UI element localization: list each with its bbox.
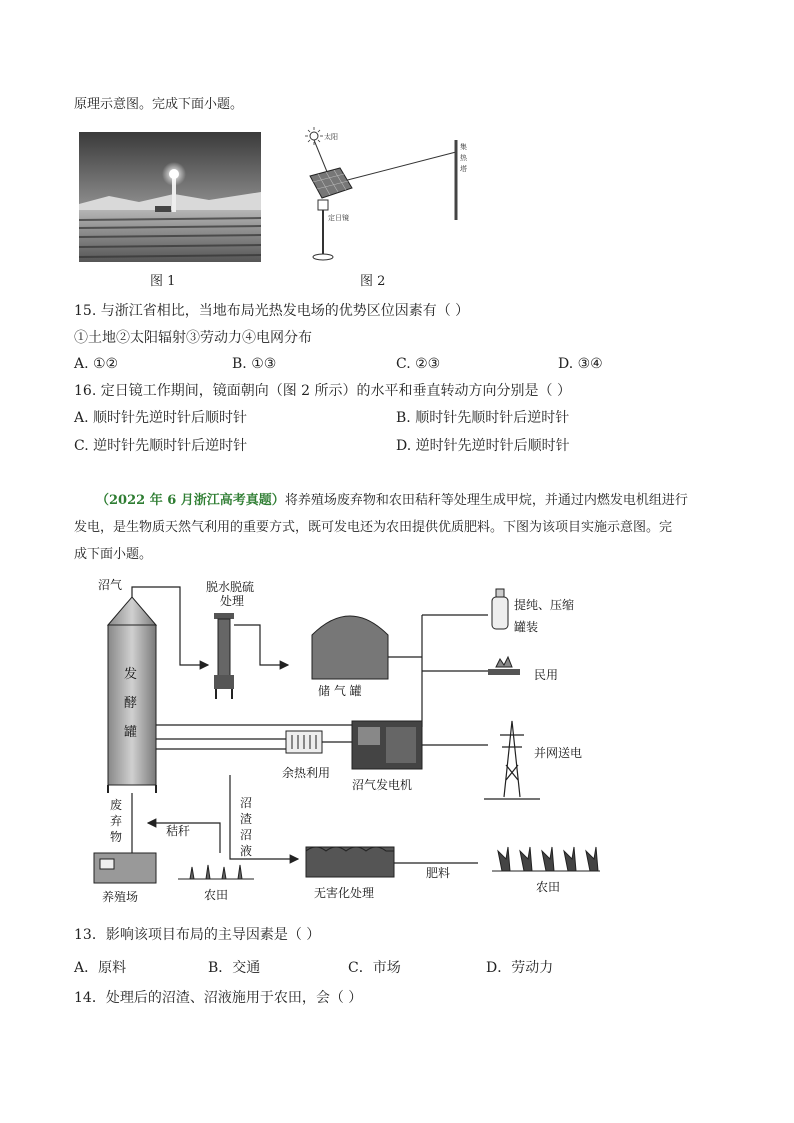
waste-label-1: 废 [110, 798, 123, 812]
fermenter-label-2: 酵 [124, 696, 138, 711]
desulfur-label-1: 脱水脱硫 [206, 580, 255, 594]
q15-option-a: A. ①② [74, 356, 119, 372]
residue-label-1: 沼 [240, 796, 253, 810]
biogas-label: 沼气 [98, 578, 123, 592]
storage-tank [312, 616, 388, 679]
purify-label-2: 罐装 [514, 620, 539, 634]
generator-label: 沼气发电机 [352, 778, 413, 792]
farm-building-icon [94, 853, 156, 883]
q16-option-d: D. 逆时针先逆时针后顺时针 [396, 438, 570, 454]
desulfur-unit [214, 613, 234, 699]
field-1-label: 农田 [204, 888, 229, 902]
q15-factors: ①土地②太阳辐射③劳动力④电网分布 [74, 330, 312, 346]
q15-option-b: B. ①③ [232, 356, 277, 372]
fermenter-tank [108, 597, 156, 793]
q13-stem: 13．影响该项目布局的主导因素是（ ） [74, 927, 321, 943]
q13-option-b: B．交通 [208, 960, 261, 976]
passage-line-2: 发电，是生物质天然气利用的重要方式，既可发电还为农田提供优质肥料。下图为该项目实施示意图。完 [74, 520, 673, 535]
harmless-label: 无害化处理 [314, 886, 375, 900]
q15-option-c: C. ②③ [396, 356, 441, 372]
field-2-label: 农田 [536, 880, 561, 894]
q14-stem: 14．处理后的沼渣、沼液施用于农田，会（ ） [74, 990, 363, 1006]
fermenter-label-1: 发 [124, 667, 138, 682]
passage-line-1-text: 将养殖场废弃物和农田秸秆等处理生成甲烷，并通过内燃发电机组进行 [284, 493, 688, 508]
tower-label-3: 塔 [460, 165, 467, 173]
waste-heat-unit [286, 731, 322, 753]
passage-source: （2022 年 6 月浙江高考真题） [96, 493, 285, 508]
field-1-icon [178, 865, 254, 879]
figure-1-photo [79, 132, 261, 262]
stove-icon [488, 657, 520, 675]
q16-option-b: B. 顺时针先顺时针后逆时针 [396, 410, 570, 426]
civil-label: 民用 [534, 668, 559, 682]
generator-icon [352, 721, 422, 769]
q13-option-c: C．市场 [348, 960, 401, 976]
q16-stem: 16. 定日镜工作期间，镜面朝向（图 2 所示）的水平和垂直转动方向分别是（ ） [74, 383, 571, 399]
desulfur-label-2: 处理 [220, 594, 245, 608]
q15-option-d: D. ③④ [558, 356, 603, 372]
sun-label: 太阳 [324, 133, 338, 141]
fertilizer-label: 肥料 [426, 866, 451, 880]
q13-option-d: D．劳动力 [486, 960, 554, 976]
treatment-pond-icon [306, 847, 394, 877]
tower-label-2: 热 [460, 154, 467, 162]
q16-option-a: A. 顺时针先逆时针后顺时针 [74, 410, 248, 426]
fermenter-label-3: 罐 [124, 725, 138, 740]
waste-heat-label: 余热利用 [282, 766, 331, 780]
q16-option-c: C. 逆时针先顺时针后逆时针 [74, 438, 248, 454]
waste-label-3: 物 [110, 830, 123, 844]
gas-cylinder-icon [492, 589, 508, 629]
figure-2-caption: 图 2 [360, 274, 386, 289]
waste-label-2: 弃 [110, 814, 123, 828]
sun-icon [305, 127, 323, 145]
storage-label: 储 气 罐 [318, 684, 362, 698]
passage-line-3: 成下面小题。 [74, 547, 153, 562]
residue-label-2: 渣 [240, 812, 253, 826]
q13-option-a: A．原料 [74, 960, 127, 976]
farm-animal-label: 养殖场 [102, 890, 139, 904]
heliostat-mirror [310, 168, 352, 198]
biogas-diagram [80, 575, 620, 915]
intro-line: 原理示意图。完成下面小题。 [74, 97, 244, 112]
field-2-icon [492, 847, 600, 871]
figure-2-diagram [300, 124, 480, 266]
heliostat-label: 定日镜 [328, 214, 349, 222]
residue-label-3: 沼 [240, 828, 253, 842]
passage-line-1 [96, 492, 688, 510]
transmission-tower-icon [484, 721, 540, 799]
figure-1-caption: 图 1 [150, 274, 176, 289]
tower-label-1: 集 [460, 143, 467, 151]
straw-label: 秸秆 [166, 824, 191, 838]
grid-label: 并网送电 [534, 746, 583, 760]
purify-label-1: 提纯、压缩 [514, 598, 575, 612]
q15-stem: 15. 与浙江省相比，当地布局光热发电场的优势区位因素有（ ） [74, 303, 470, 319]
residue-label-4: 液 [240, 844, 253, 858]
